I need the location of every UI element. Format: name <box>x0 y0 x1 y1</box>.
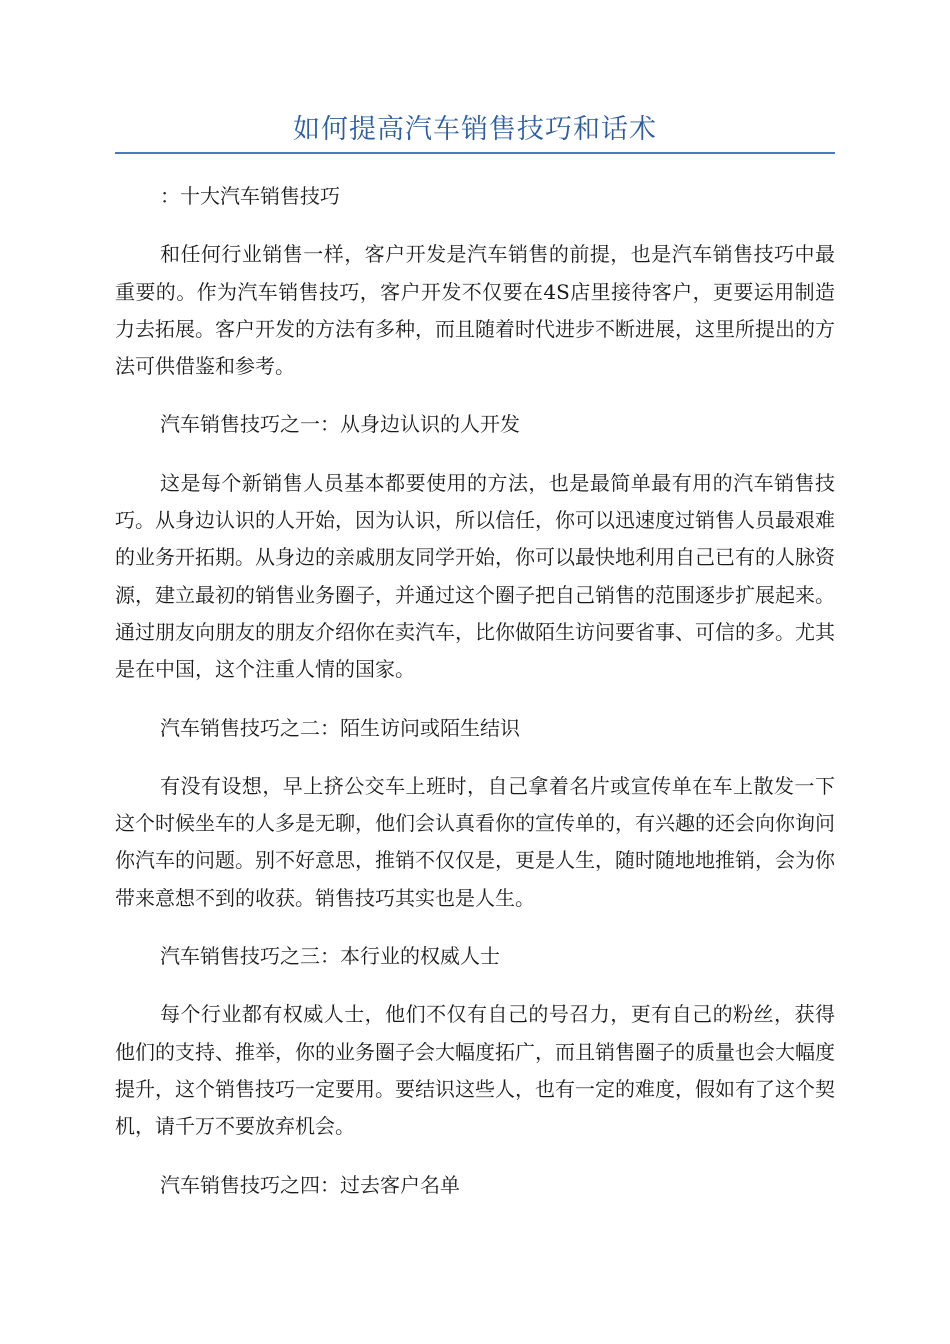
paragraph-tip-1: 这是每个新销售人员基本都要使用的方法，也是最简单最有用的汽车销售技巧。从身边认识的人开始，因为认识，所以信任，你可以迅速度过销售人员最艰难的业务开拓期。从身边的亲戚朋友同学开始，你可以最快地利用自己已有的人脉资源，建立最初的销售业务圈子，并通过这个圈子把自己销售的范围逐步扩展起来。通过朋友向朋友的朋友介绍你在卖汽车，比你做陌生访问要省事、可信的多。尤其是在中国，这个注重人情的国家。 <box>115 470 835 682</box>
section-heading-tip-4: 汽车销售技巧之四：过去客户名单 <box>160 1172 460 1197</box>
section-heading-tip-3: 汽车销售技巧之三：本行业的权威人士 <box>160 944 500 969</box>
paragraph-intro: 和任何行业销售一样，客户开发是汽车销售的前提，也是汽车销售技巧中最重要的。作为汽车销售技巧，客户开发不仅要在4S店里接待客户，更要运用制造力去拓展。客户开发的方法有多种，而且随着时代进步不断进展，这里所提出的方法可供借鉴和参考。 <box>115 242 835 379</box>
document-body <box>115 178 835 1225</box>
section-heading-intro: ：十大汽车销售技巧 <box>160 184 340 208</box>
title-underline <box>115 152 835 154</box>
section-heading-tip-1: 汽车销售技巧之一：从身边认识的人开发 <box>160 412 520 437</box>
document-title: 如何提高汽车销售技巧和话术 <box>293 114 657 145</box>
paragraph-tip-3: 每个行业都有权威人士，他们不仅有自己的号召力，更有自己的粉丝，获得他们的支持、推举，你的业务圈子会大幅度拓广，而且销售圈子的质量也会大幅度提升，这个销售技巧一定要用。要结识这些人，也有一定的难度，假如有了这个契机，请千万不要放弃机会。 <box>115 1002 835 1139</box>
section-heading-tip-2: 汽车销售技巧之二：陌生访问或陌生结识 <box>160 715 520 740</box>
paragraph-tip-2: 有没有设想，早上挤公交车上班时，自己拿着名片或宣传单在车上散发一下这个时候坐车的人多是无聊，他们会认真看你的宣传单的，有兴趣的还会向你询问你汽车的问题。别不好意思，推销不仅仅是，更是人生，随时随地地推销，会为你带来意想不到的收获。销售技巧其实也是人生。 <box>115 773 835 910</box>
